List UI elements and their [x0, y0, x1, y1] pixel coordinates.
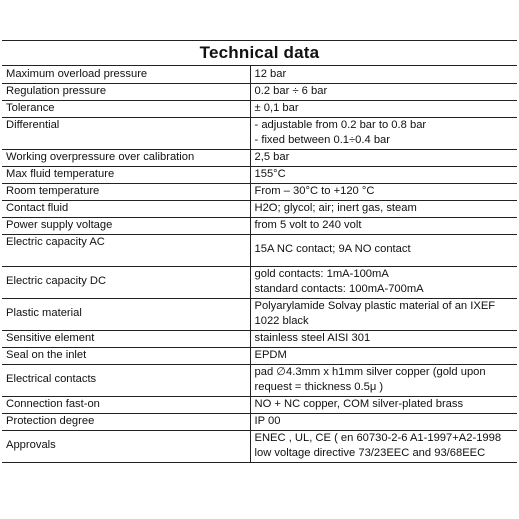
spec-value — [250, 83, 517, 100]
spec-value-line: stainless steel AISI 301 — [254, 331, 371, 344]
spec-row — [2, 298, 517, 330]
spec-value — [250, 166, 517, 183]
spec-value-line: standard contacts: 100mA-700mA — [254, 283, 424, 295]
spec-row — [2, 117, 517, 149]
spec-value — [250, 330, 517, 347]
spec-label: Protection degree — [2, 413, 250, 430]
spec-table-body — [2, 66, 517, 462]
spec-row — [2, 266, 517, 298]
spec-value-line: from 5 volt to 240 volt — [254, 218, 362, 231]
spec-row — [2, 200, 517, 217]
spec-row — [2, 83, 517, 100]
spec-value-line: low voltage directive 73/23EEC and 93/68EEC — [254, 447, 486, 459]
spec-value-line: 2,5 bar — [254, 150, 290, 163]
spec-value-line: request = thickness 0.5μ ) — [254, 381, 384, 393]
spec-row — [2, 66, 517, 83]
spec-value-line: 0.2 bar ÷ 6 bar — [254, 84, 328, 97]
spec-label: Regulation pressure — [2, 83, 250, 100]
spec-label: Sensitive element — [2, 330, 250, 347]
spec-value-line: 15A NC contact; 9A NO contact — [254, 243, 411, 256]
spec-value — [250, 430, 517, 462]
spec-value-line: 12 bar — [254, 67, 287, 80]
spec-value-line: - adjustable from 0.2 bar to 0.8 bar — [254, 118, 427, 131]
spec-row — [2, 166, 517, 183]
spec-value — [250, 413, 517, 430]
spec-label: Seal on the inlet — [2, 347, 250, 364]
spec-row — [2, 347, 517, 364]
spec-value-line: 1022 black — [254, 315, 309, 327]
spec-value — [250, 149, 517, 166]
spec-value — [250, 183, 517, 200]
spec-value — [250, 234, 517, 266]
spec-value — [250, 66, 517, 83]
spec-value — [250, 217, 517, 234]
spec-row — [2, 396, 517, 413]
spec-row — [2, 330, 517, 347]
spec-label: Connection fast-on — [2, 396, 250, 413]
spec-value — [250, 298, 517, 330]
spec-label: Room temperature — [2, 183, 250, 200]
technical-data-sheet — [2, 40, 517, 463]
spec-label: Plastic material — [2, 298, 250, 330]
spec-row — [2, 217, 517, 234]
spec-label: Power supply voltage — [2, 217, 250, 234]
spec-value-line: From – 30°C to +120 °C — [254, 184, 375, 197]
spec-label: Electrical contacts — [2, 364, 250, 396]
spec-label: Maximum overload pressure — [2, 66, 250, 83]
spec-value — [250, 100, 517, 117]
spec-row — [2, 430, 517, 462]
spec-row — [2, 364, 517, 396]
spec-value-line: ENEC , UL, CE ( en 60730-2-6 A1-1997+A2-1998 — [254, 431, 502, 444]
spec-value-line: Polyarylamide Solvay plastic material of an IXEF — [254, 299, 496, 312]
spec-label: Tolerance — [2, 100, 250, 117]
spec-row — [2, 183, 517, 200]
table-title: Technical data — [2, 40, 517, 66]
spec-value-line: gold contacts: 1mA-100mA — [254, 267, 389, 280]
spec-value-line: EPDM — [254, 348, 287, 361]
spec-value-line: IP 00 — [254, 414, 281, 427]
spec-value — [250, 200, 517, 217]
spec-row — [2, 100, 517, 117]
spec-row — [2, 413, 517, 430]
spec-row — [2, 149, 517, 166]
spec-value — [250, 364, 517, 396]
spec-label: Working overpressure over calibration — [2, 149, 250, 166]
spec-label: Approvals — [2, 430, 250, 462]
spec-label: Electric capacity DC — [2, 266, 250, 298]
spec-value-line: 155°C — [254, 167, 286, 180]
spec-value — [250, 117, 517, 149]
spec-value-line: ± 0,1 bar — [254, 101, 299, 114]
spec-row — [2, 234, 517, 266]
spec-label: Electric capacity AC — [2, 234, 250, 266]
spec-table — [2, 66, 517, 463]
spec-value-line: - fixed between 0.1÷0.4 bar — [254, 134, 391, 146]
spec-value — [250, 347, 517, 364]
spec-value — [250, 266, 517, 298]
spec-label: Contact fluid — [2, 200, 250, 217]
spec-value — [250, 396, 517, 413]
spec-label: Max fluid temperature — [2, 166, 250, 183]
spec-value-line: H2O; glycol; air; inert gas, steam — [254, 201, 417, 214]
spec-label: Differential — [2, 117, 250, 149]
spec-value-line: pad ∅4.3mm x h1mm silver copper (gold upon — [254, 365, 486, 378]
spec-value-line: NO + NC copper, COM silver-plated brass — [254, 397, 464, 410]
